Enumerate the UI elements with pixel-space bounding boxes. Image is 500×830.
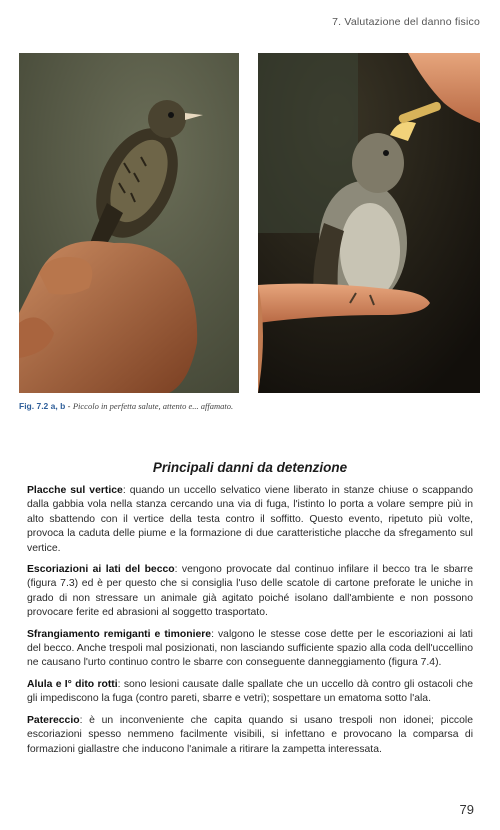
term-sfrangiamento: Sfrangiamento remiganti e timoniere (27, 628, 212, 640)
term-escoriazioni: Escoriazioni ai lati del becco (27, 564, 175, 576)
paragraph-sfrangiamento (27, 628, 473, 671)
bird-on-hand-photo (19, 53, 239, 393)
paragraph-alula (27, 678, 473, 707)
text-alula: : sono lesioni causate dalle spallate che un uccello dà contro gli ostacoli che gli impediscono la fuga (contro pareti, sbarre e vetri); sospettare un ematoma sotto l'ala. (27, 678, 473, 705)
figure-label: Fig. 7.2 a, b (19, 401, 66, 411)
running-header: 7. Valutazione del danno fisico (332, 16, 480, 28)
section-body (27, 484, 473, 764)
section-title: Principali danni da detenzione (152, 460, 348, 475)
text-sfrangiamento: : valgono le stesse cose dette per le escoriazioni ai lati del becco. Anche trespoli mal posizionati, non lasciando sufficiente spazio alla coda dell'uccellino ne causano l'urto continuo contro le sbarre con conseguente danneggiamento (figura 7.4). (27, 628, 473, 669)
figure-photo-b (258, 53, 480, 393)
figure-photo-a (19, 53, 239, 393)
bird-feeding-photo (258, 53, 480, 393)
figure-separator: - (65, 401, 73, 411)
term-placche: Placche sul vertice (27, 485, 123, 496)
figure-caption (19, 401, 479, 411)
page-number: 79 (459, 802, 474, 817)
paragraph-escoriazioni (27, 563, 473, 621)
term-patereccio: Patereccio (27, 714, 80, 726)
text-placche: : quando un uccello selvatico viene liberato in stanze chiuse o scappando dalla gabbia vola nella stanza cercando una via di fuga, l'istinto lo porta a volare sempre più in alto sbattendo con il vertice della testa contro il soffitto. Questo evento, ripetuto più volte, provoca la caduta delle piume e la formazione di due caratteristiche placche da sfregamento sul vertice. (27, 485, 474, 554)
text-patereccio: : è un inconveniente che capita quando si usano trespoli non idonei; piccole escoriazioni spesso nemmeno facilmente visibili, si infettano e provocano la comparsa di formazioni giallastre che inducono l'animale a ritirare la zampetta interessata. (27, 714, 473, 755)
term-alula: Alula e I° dito rotti (27, 678, 118, 690)
text-escoriazioni: : vengono provocate dal continuo infilare il becco tra le sbarre (figura 7.3) ed è per questo che si consiglia l'uso delle scatole di cartone preforate le uniche in grado di non stressare un animale già agitato poiché isolano dall'ambiente e non possono provocare ferite ed abrasioni al soggetto trasportato. (27, 564, 473, 619)
figure-caption-text: Piccolo in perfetta salute, attento e... affamato. (72, 401, 234, 411)
paragraph-patereccio (27, 714, 473, 757)
paragraph-placche (27, 484, 473, 556)
